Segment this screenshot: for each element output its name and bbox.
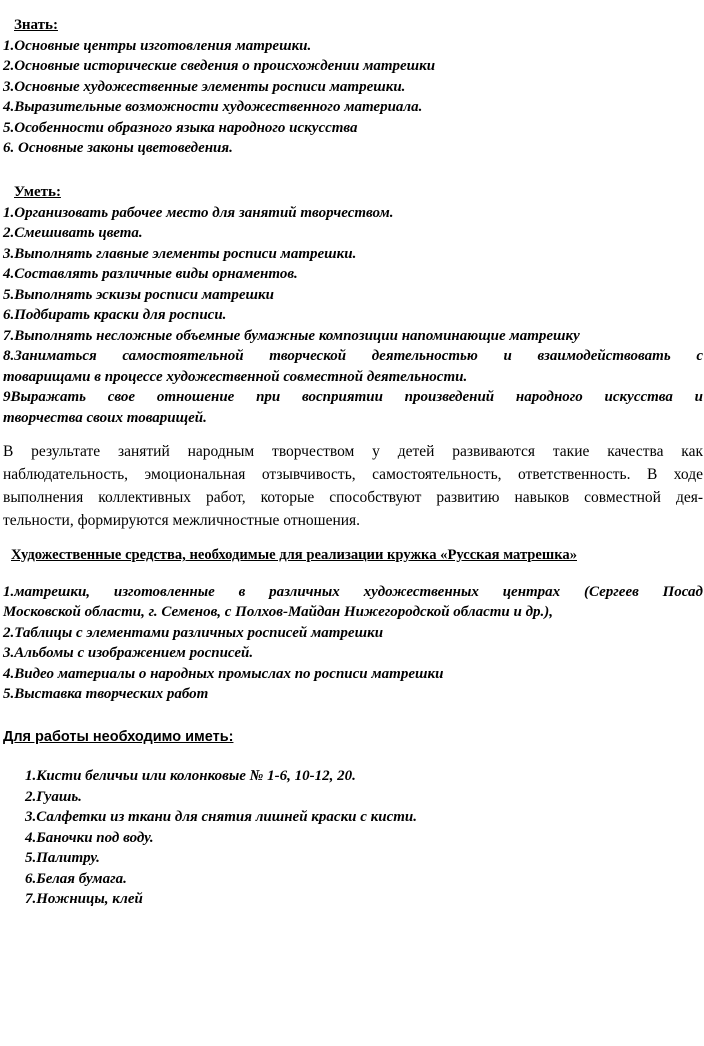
needed-item: 3.Салфетки из ткани для снятия лишней краски с кисти. — [25, 809, 418, 825]
paragraph-line: выполнения коллективных работ, которые способствуют развитию навыков совместной дея- — [3, 489, 703, 506]
skills-item: 5.Выполнять эскизы росписи матрешки — [3, 286, 274, 303]
skills-heading: Уметь: — [14, 184, 61, 200]
skills-item-9-line2: творчества своих товарищей. — [3, 409, 207, 426]
know-item: 4.Выразительные возможности художественного материала. — [3, 99, 423, 115]
needed-heading: Для работы необходимо иметь: — [3, 729, 234, 745]
needed-section — [3, 727, 703, 910]
know-item: 5.Особенности образного языка народного искусства — [3, 119, 358, 136]
skills-item: 2.Смешивать цвета. — [3, 225, 143, 241]
means-section — [3, 545, 703, 705]
know-item: 1.Основные центры изготовления матрешки. — [3, 37, 312, 54]
needed-item: 7.Ножницы, клей — [25, 891, 143, 907]
skills-item: 7.Выполнять несложные объемные бумажные композиции напоминающие матрешку — [3, 327, 580, 344]
know-item: 6. Основные законы цветоведения. — [3, 140, 233, 156]
needed-item: 2.Гуашь. — [25, 788, 82, 805]
know-section — [3, 15, 703, 159]
needed-item: 5.Палитру. — [25, 850, 100, 866]
know-item: 3.Основные художественные элементы росписи матрешки. — [3, 78, 406, 95]
needed-item: 4.Баночки под воду. — [25, 829, 154, 846]
skills-section — [3, 182, 703, 428]
know-item: 2.Основные исторические сведения о происхождении матрешки — [3, 58, 436, 74]
skills-item-8-line2: товарищами в процессе художественной совместной деятельности. — [3, 368, 468, 385]
skills-item: 1.Организовать рабочее место для занятий творчеством. — [3, 204, 394, 221]
skills-item-8-line1: 8.Заниматься самостоятельной творческой деятельностью и взаимодействовать с — [3, 348, 703, 364]
needed-item: 1.Кисти беличьи или колонковые № 1-6, 10-12, 20. — [25, 768, 356, 784]
means-item: 5.Выставка творческих работ — [3, 686, 209, 702]
means-item: 3.Альбомы с изображением росписей. — [3, 645, 254, 661]
know-heading: Знать: — [14, 17, 58, 33]
result-paragraph — [3, 440, 703, 532]
paragraph-line: В результате занятий народным творчеством у детей развиваются такие качества как — [3, 443, 703, 460]
skills-item: 6.Подбирать краски для росписи. — [3, 307, 227, 323]
means-item: 2.Таблицы с элементами различных росписей матрешки — [3, 624, 384, 641]
skills-item: 3.Выполнять главные элементы росписи матрешки. — [3, 245, 357, 262]
paragraph-line: наблюдательность, эмоциональная отзывчивость, самостоятельность, ответственность. В ходе — [3, 466, 703, 483]
skills-item-9-line1: 9Выражать свое отношение при восприятии произведений народного искусства и — [3, 389, 703, 405]
skills-item: 4.Составлять различные виды орнаментов. — [3, 266, 298, 282]
means-heading: Художественные средства, необходимые для реализации кружка «Русская матрешка» — [11, 547, 577, 563]
means-item: 4.Видео материалы о народных промыслах по росписи матрешки — [3, 665, 444, 682]
paragraph-line: тельности, формируются межличностные отношения. — [3, 512, 361, 529]
needed-item: 6.Белая бумага. — [25, 870, 127, 887]
means-item-1-line1: 1.матрешки, изготовленные в различных художественных центрах (Сергеев Посад — [3, 583, 703, 600]
means-item-1-line2: Московской области, г. Семенов, с Полхов-Майдан Нижегородской области и др.), — [3, 604, 554, 620]
